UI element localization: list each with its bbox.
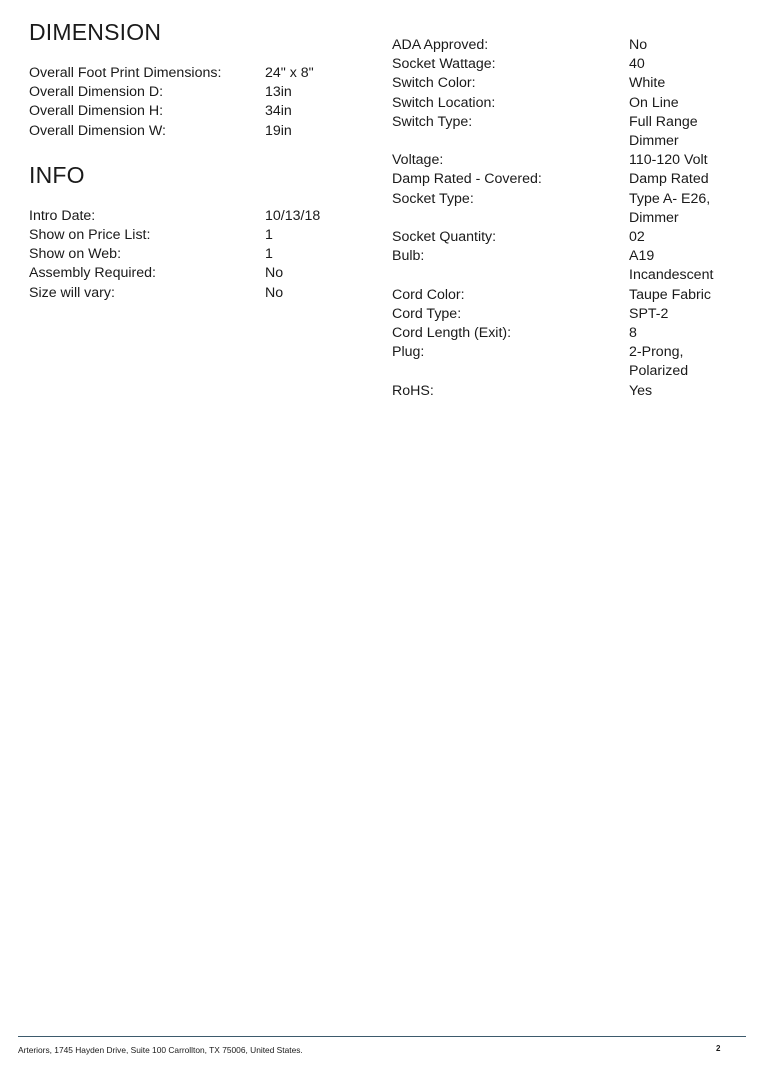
spec-label: Overall Dimension W: bbox=[29, 122, 166, 139]
spec-value: 02 bbox=[629, 229, 645, 246]
spec-row-overall-dimension-d bbox=[29, 83, 369, 102]
dimension-table bbox=[29, 64, 369, 141]
spec-label: Show on Web: bbox=[29, 246, 122, 263]
spec-label: RoHS: bbox=[392, 382, 434, 399]
left-column bbox=[29, 18, 369, 303]
info-table bbox=[29, 207, 369, 303]
spec-row-socket-quantity bbox=[392, 228, 752, 247]
spec-value: 2-Prong, Polarized bbox=[629, 344, 689, 380]
spec-label: Overall Dimension D: bbox=[29, 84, 164, 101]
spec-row-ada-approved bbox=[392, 36, 752, 55]
spec-row-intro-date bbox=[29, 207, 369, 226]
footer-address: Arteriors, 1745 Hayden Drive, Suite 100 Carrollton, TX 75006, United States. bbox=[18, 1045, 303, 1055]
spec-value: SPT-2 bbox=[629, 305, 669, 322]
page-number: 2 bbox=[716, 1044, 721, 1053]
spec-value: 19in bbox=[265, 122, 292, 139]
spec-row-size-will-vary bbox=[29, 284, 369, 303]
spec-value: Yes bbox=[629, 382, 653, 399]
spec-value: 34in bbox=[265, 103, 292, 120]
spec-row-overall-footprint bbox=[29, 64, 369, 83]
spec-row-assembly-required bbox=[29, 264, 369, 283]
spec-label: Overall Dimension H: bbox=[29, 103, 164, 120]
spec-label: Bulb: bbox=[392, 248, 425, 265]
spec-value: 13in bbox=[265, 84, 292, 101]
spec-label: ADA Approved: bbox=[392, 37, 489, 53]
spec-label: Voltage: bbox=[392, 152, 444, 169]
spec-row-overall-dimension-h bbox=[29, 102, 369, 121]
spec-label: Cord Type: bbox=[392, 305, 462, 322]
info-heading: INFO bbox=[29, 161, 85, 188]
spec-value: Taupe Fabric bbox=[629, 286, 712, 303]
footer-divider bbox=[18, 1036, 746, 1037]
spec-value: Type A- E26, Dimmer bbox=[629, 190, 711, 226]
spec-value: 24" x 8" bbox=[265, 65, 314, 81]
spec-label: Socket Quantity: bbox=[392, 229, 497, 246]
spec-label: Intro Date: bbox=[29, 207, 96, 224]
spec-row-show-on-price-list bbox=[29, 226, 369, 245]
spec-label: Size will vary: bbox=[29, 284, 115, 301]
spec-value: Full Range Dimmer bbox=[629, 113, 698, 150]
dimension-heading: DIMENSION bbox=[29, 19, 162, 45]
spec-row-overall-dimension-w bbox=[29, 122, 369, 141]
spec-value: 1 bbox=[265, 227, 273, 244]
spec-row-voltage bbox=[392, 151, 752, 170]
spec-value: A19 Incandescent bbox=[629, 248, 714, 284]
spec-value: 8 bbox=[629, 325, 637, 342]
spec-row-socket-type bbox=[392, 190, 752, 228]
spec-label: Damp Rated - Covered: bbox=[392, 171, 542, 188]
spec-label: Switch Location: bbox=[392, 94, 496, 111]
spec-label: Plug: bbox=[392, 344, 425, 361]
spec-row-switch-type bbox=[392, 113, 752, 151]
spec-value: No bbox=[629, 37, 648, 53]
electrical-table bbox=[392, 36, 752, 401]
spec-value: 110-120 Volt bbox=[629, 152, 708, 169]
spec-row-switch-color bbox=[392, 74, 752, 93]
spec-label: Assembly Required: bbox=[29, 265, 156, 282]
right-column bbox=[392, 36, 752, 401]
spec-value: Damp Rated bbox=[629, 171, 709, 188]
spec-value: 10/13/18 bbox=[265, 207, 321, 224]
spec-row-damp-rated bbox=[392, 170, 752, 189]
spec-row-switch-location bbox=[392, 94, 752, 113]
spec-label: Socket Wattage: bbox=[392, 56, 496, 73]
spec-row-rohs bbox=[392, 382, 752, 401]
spec-row-plug bbox=[392, 343, 752, 381]
spec-value: No bbox=[265, 265, 284, 282]
spec-value: On Line bbox=[629, 94, 679, 111]
spec-label: Show on Price List: bbox=[29, 227, 151, 244]
spec-label: Socket Type: bbox=[392, 190, 474, 207]
spec-label: Switch Color: bbox=[392, 75, 476, 92]
spec-row-socket-wattage bbox=[392, 55, 752, 74]
spec-row-show-on-web bbox=[29, 245, 369, 264]
spec-label: Overall Foot Print Dimensions: bbox=[29, 65, 222, 81]
spec-row-cord-length bbox=[392, 324, 752, 343]
spec-value: 40 bbox=[629, 56, 645, 73]
spec-label: Switch Type: bbox=[392, 113, 473, 130]
spec-label: Cord Color: bbox=[392, 286, 465, 303]
spec-value: No bbox=[265, 284, 284, 301]
spec-label: Cord Length (Exit): bbox=[392, 325, 512, 342]
spec-value: 1 bbox=[265, 246, 273, 263]
spec-row-bulb bbox=[392, 247, 752, 285]
spec-row-cord-color bbox=[392, 286, 752, 305]
spec-value: White bbox=[629, 75, 666, 92]
spec-row-cord-type bbox=[392, 305, 752, 324]
